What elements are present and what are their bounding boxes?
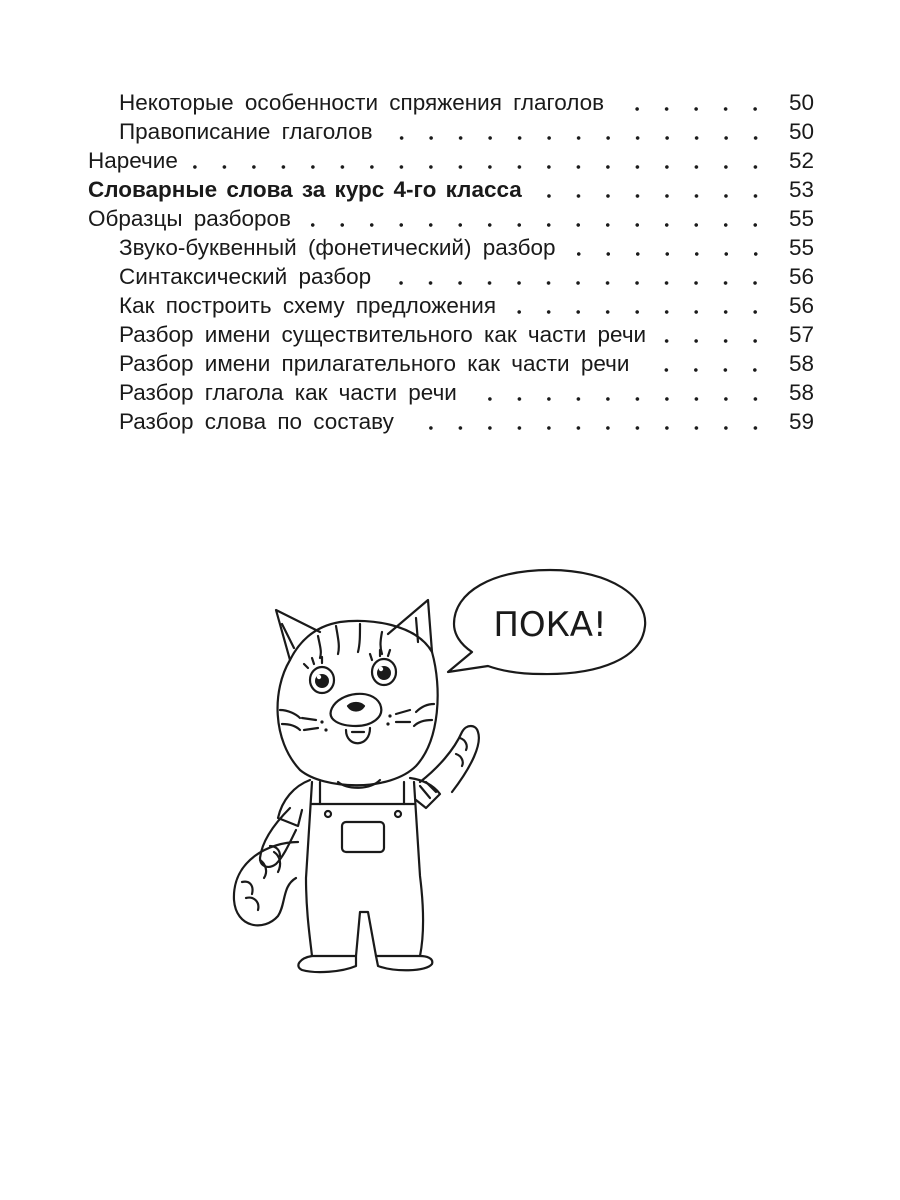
- right-foot: [376, 956, 432, 970]
- toc-entry-title: Образцы разборов: [88, 204, 299, 233]
- toc-entry-page: 56: [788, 293, 814, 318]
- dot-leader: [190, 164, 770, 170]
- toc-entry[interactable]: [88, 349, 814, 378]
- toc-entry[interactable]: [88, 320, 814, 349]
- tail: [234, 842, 298, 925]
- dot-leader: [641, 367, 770, 373]
- toc-entry-title: Разбор слова по составу: [119, 407, 402, 436]
- toc-entry[interactable]: [88, 204, 814, 233]
- toc-entry-title: Разбор имени существительного как части речи: [119, 320, 654, 349]
- table-of-contents: [88, 88, 814, 436]
- toc-entry-page: 57: [788, 322, 814, 347]
- toc-entry[interactable]: [88, 291, 814, 320]
- toc-entry-title: Правописание глаголов: [119, 117, 381, 146]
- dot-leader: [616, 106, 770, 112]
- toc-entry-title: Словарные слова за курс 4-го класса: [88, 175, 530, 204]
- left-sleeve: [278, 780, 310, 826]
- toc-entry[interactable]: [88, 262, 814, 291]
- toc-entry[interactable]: [88, 146, 814, 175]
- dot-leader: [383, 280, 770, 286]
- toc-entry-page: 52: [788, 148, 814, 173]
- dot-leader: [469, 396, 770, 402]
- toc-entry-page: 50: [788, 90, 814, 115]
- cat-illustration: [220, 560, 660, 980]
- overalls-pocket: [342, 822, 384, 852]
- dot-leader: [406, 425, 770, 431]
- toc-entry-page: 55: [788, 235, 814, 260]
- toc-entry[interactable]: [88, 233, 814, 262]
- toc-entry[interactable]: [88, 378, 814, 407]
- toc-entry-title: Синтаксический разбор: [119, 262, 379, 291]
- toc-entry-title: Некоторые особенности спряжения глаголов: [119, 88, 612, 117]
- raised-arm: [420, 726, 479, 792]
- toc-entry-title: Разбор глагола как части речи: [119, 378, 465, 407]
- toc-entry[interactable]: [88, 175, 814, 204]
- cat-mouth: [346, 728, 370, 743]
- dot-leader: [568, 251, 771, 257]
- toc-entry-page: 56: [788, 264, 814, 289]
- toc-entry-page: 50: [788, 119, 814, 144]
- toc-entry-page: 53: [788, 177, 814, 202]
- right-eye: [370, 650, 396, 685]
- left-foot: [298, 956, 356, 972]
- left-ear: [276, 610, 320, 660]
- toc-entry-page: 58: [788, 380, 814, 405]
- left-eye: [304, 657, 334, 693]
- dot-leader: [508, 309, 770, 315]
- toc-entry-page: 58: [788, 351, 814, 376]
- toc-entry-page: 59: [788, 409, 814, 434]
- toc-entry-title: Наречие: [88, 146, 186, 175]
- toc-entry-title: Разбор имени прилагательного как части речи: [119, 349, 637, 378]
- dot-leader: [303, 222, 770, 228]
- toc-entry[interactable]: [88, 88, 814, 117]
- toc-entry-title: Как построить схему предложения: [119, 291, 504, 320]
- toc-entry-title: Звуко-буквенный (фонетический) разбор: [119, 233, 564, 262]
- speech-bubble: [448, 570, 645, 674]
- overalls: [306, 782, 423, 956]
- dot-leader: [385, 135, 770, 141]
- toc-entry-page: 55: [788, 206, 814, 231]
- dot-leader: [534, 193, 770, 199]
- dot-leader: [658, 338, 770, 344]
- speech-bubble-text: ПОКА!: [493, 605, 607, 645]
- toc-entry[interactable]: [88, 407, 814, 436]
- toc-entry[interactable]: [88, 117, 814, 146]
